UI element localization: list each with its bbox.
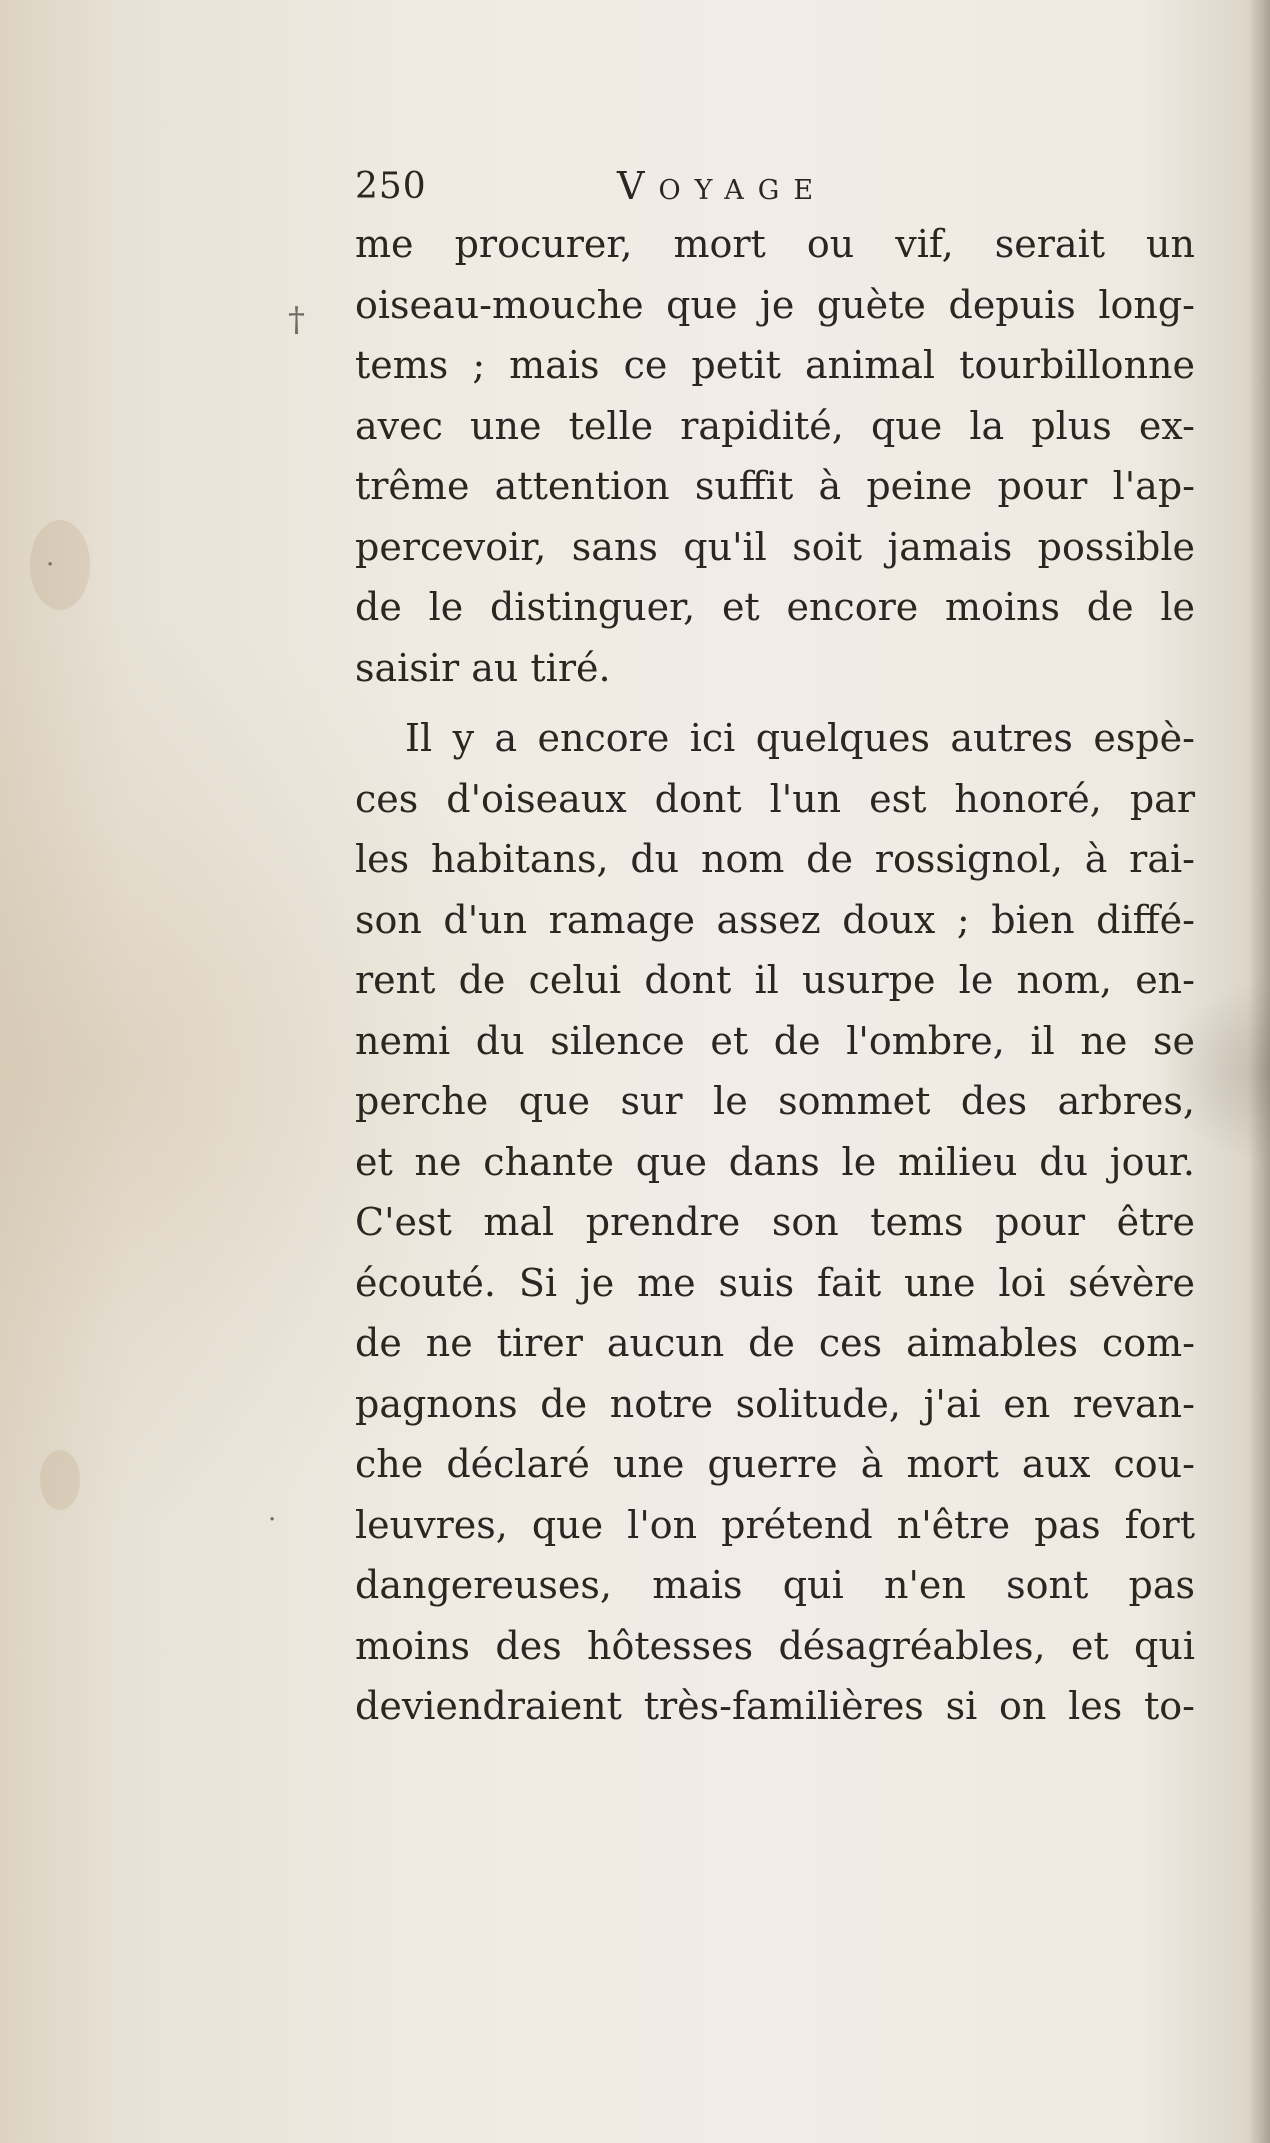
text-line: trême attention suffit à peine pour l'ap-	[355, 464, 1195, 508]
paragraph-gap	[355, 698, 1195, 708]
paper-stain	[30, 520, 90, 610]
margin-speck: ·	[268, 1505, 277, 1535]
page-edge-shadow	[1248, 0, 1270, 2143]
text-line: me procurer, mort ou vif, serait un	[355, 222, 1195, 266]
page-number: 250	[355, 166, 427, 207]
margin-speck: ·	[46, 550, 55, 580]
text-line: de ne tirer aucun de ces aimables com-	[355, 1321, 1195, 1365]
text-line: leuvres, que l'on prétend n'être pas fort	[355, 1502, 1195, 1547]
text-line: che déclaré une guerre à mort aux cou-	[355, 1442, 1195, 1486]
text-line: perche que sur le sommet des arbres,	[355, 1079, 1195, 1123]
body-text	[355, 214, 1195, 1737]
text-line: écouté. Si je me suis fait une loi sévère	[355, 1260, 1195, 1305]
text-line: pagnons de notre solitude, j'ai en revan-	[355, 1381, 1195, 1426]
running-head	[355, 158, 1195, 214]
margin-pencil-mark: †	[288, 300, 305, 340]
text-block	[355, 158, 1195, 1737]
text-line: nemi du silence et de l'ombre, il ne se	[355, 1018, 1195, 1063]
text-line: ces d'oiseaux dont l'un est honoré, par	[355, 776, 1195, 821]
text-line: percevoir, sans qu'il soit jamais possible	[355, 524, 1195, 569]
text-line: saisir au tiré.	[355, 645, 611, 690]
text-line: oiseau-mouche que je guète depuis long-	[355, 282, 1195, 327]
paragraph	[355, 214, 1195, 698]
text-line: les habitans, du nom de rossignol, à rai-	[355, 837, 1195, 881]
text-line: avec une telle rapidité, que la plus ex-	[355, 403, 1195, 448]
text-line: dangereuses, mais qui n'en sont pas	[355, 1563, 1195, 1607]
text-line: moins des hôtesses désagréables, et qui	[355, 1623, 1195, 1668]
text-line: son d'un ramage assez doux ; bien diffé-	[355, 897, 1195, 942]
text-line: tems ; mais ce petit animal tourbillonne	[355, 343, 1195, 387]
text-line: deviendraient très-familières si on les to-	[355, 1684, 1195, 1728]
paragraph	[355, 708, 1195, 1737]
text-line: Il y a encore ici quelques autres espè-	[405, 716, 1195, 760]
paper-stain	[40, 1450, 80, 1510]
text-line: rent de celui dont il usurpe le nom, en-	[355, 958, 1195, 1002]
running-title: Voyage	[617, 164, 828, 208]
text-line: C'est mal prendre son tems pour être	[355, 1200, 1195, 1244]
text-line: de le distinguer, et encore moins de le	[355, 585, 1195, 629]
text-line: et ne chante que dans le milieu du jour.	[355, 1139, 1195, 1184]
